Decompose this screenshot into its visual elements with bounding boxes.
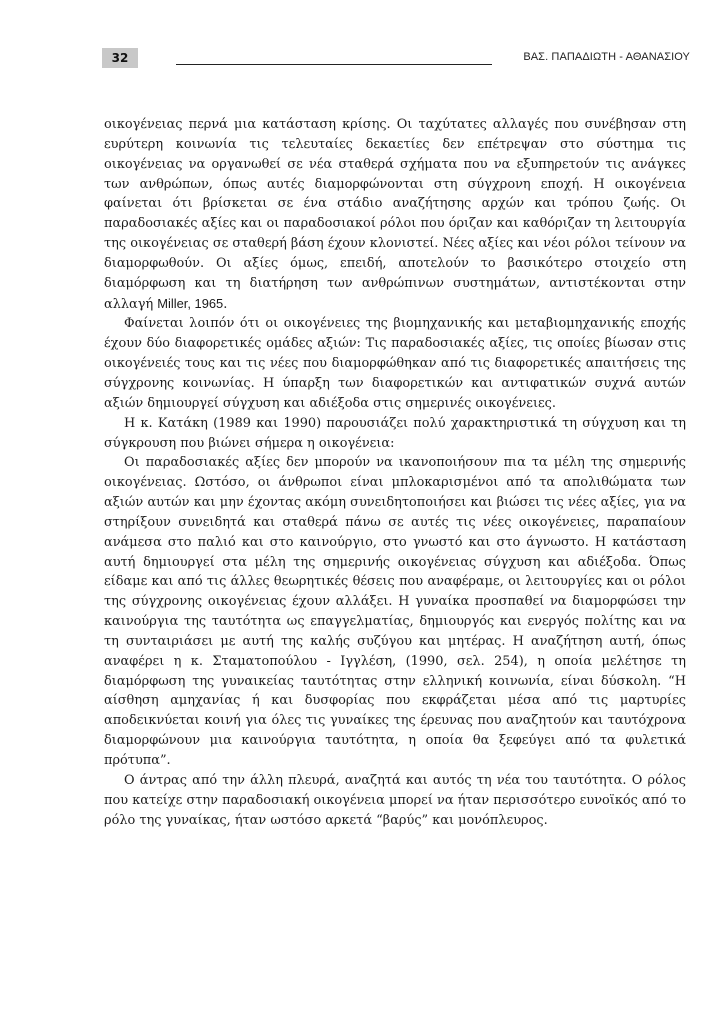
paragraph-2: Φαίνεται λοιπόν ότι οι οικογένειες της βιομηχανικής και μεταβιομηχανικής εποχής έχουν δύο διαφορετικές ομάδες αξιών: Τις παραδοσιακές αξίες, τις οποίες βίωσαν στις οικογένειές τους και τις νέες που διαμορφώθηκαν από τις διαφορετικές απαιτήσεις της σύγχρονης κοινωνίας. Η ύπαρξη των διαφορετικών και αντιφατικών συχνά αυτών αξιών δημιουργεί σύγχυση και αδιέξοδα στις σημερινές οικογένειες. bbox=[104, 316, 686, 411]
running-head: ΒΑΣ. ΠΑΠΑΔΙΩΤΗ - ΑΘΑΝΑΣΙΟΥ bbox=[523, 51, 690, 63]
paragraph-5: Ο άντρας από την άλλη πλευρά, αναζητά και αυτός τη νέα του ταυτότητα. Ο ρόλος που κατείχε στην παραδοσιακή οικογένεια μπορεί να ήταν περισσότερο ευνοϊκός από το ρόλο της γυναίκας, ήταν ωστόσο αρκετά “βαρύς” και μονόπλευρος. bbox=[104, 772, 686, 828]
paragraph-1-text: οικογένειας περνά μια κατάσταση κρίσης. Οι ταχύτατες αλλαγές που συνέβησαν στη ευρύτερη κοινωνία τις τελευταίες δεκαετίες δεν επέτρεψαν στο σύστημα τις οικογένειας να οργανωθεί σε νέα σταθερά σχήματα που να εξυπηρετούν τις ανάγκες των ανθρώπων, όπως αυτές διαμορφώνονται στη σύγχρονη εποχή. Η οικογένεια φαίνεται ότι βρίσκεται σε ένα στάδιο αναζήτησης αρχών και τρόπου ζωής. Οι παραδοσιακές αξίες και οι παραδοσιακοί ρόλοι που όριζαν και καθόριζαν τη λειτουργία της οικογένειας σε σταθερή βάση έχουν κλονιστεί. Νέες αξίες και νέοι ρόλοι τείνουν να διαμορφωθούν. Οι αξίες όμως, επειδή, αποτελούν το βασικότερο στοιχείο στη διαμόρφωση και τη διατήρηση των ανθρώπινων συστημάτων, αντιστέκονται στην αλλαγή bbox=[104, 117, 686, 312]
body-text bbox=[104, 115, 686, 830]
paragraph-1 bbox=[104, 115, 686, 314]
paragraph-3: Η κ. Κατάκη (1989 και 1990) παρουσιάζει πολύ χαρακτηριστικά τη σύγχυση και τη σύγκρουση που βιώνει σήμερα η οικογένεια: bbox=[104, 415, 686, 451]
page-number: 32 bbox=[102, 48, 138, 68]
citation: Miller, 1965 bbox=[157, 295, 224, 311]
header-rule bbox=[176, 64, 492, 65]
paragraph-4: Οι παραδοσιακές αξίες δεν μπορούν να ικανοποιήσουν πια τα μέλη της σημερινής οικογένειας. Ωστόσο, οι άνθρωποι είναι μπλοκαρισμένοι από τα απολιθώματα των αξιών αυτών και μην έχοντας ακόμη συνειδητοποιήσει και βιώσει τις νέες αξίες, για να στηρίξουν συνειδητά και σταθερά πάνω σε αυτές τις νέες οικογένειες, παραπαίουν ανάμεσα στο παλιό και στο καινούργιο, στο γνωστό και στο άγνωστο. Η κατάσταση αυτή δημιουργεί στα μέλη της σημερινής οικογένειας σύγχυση και αδιέξοδα. Όπως είδαμε και από τις άλλες θεωρητικές θέσεις που αναφέραμε, οι λειτουργίες και οι ρόλοι της σύγχρονης οικογένειας έχουν αλλάξει. Η γυναίκα προσπαθεί να διαμορφώσει την καινούργια της ταυτότητα ως επαγγελματίας, δημιουργός και ενεργός πολίτης και να τη συνταιριάσει με αυτή της καλής συζύγου και μητέρας. Η αναζήτηση αυτή, όπως αναφέρει η κ. Σταματοπούλου - Ιγγλέση, (1990, σελ. 254), η οποία μελέτησε τη διαμόρφωση της γυναικείας ταυτότητας στην ελληνική κοινωνία, είναι δύσκολη. “Η αίσθηση αμηχανίας ή και δυσφορίας που εκφράζεται μέσα από τις μαρτυρίες αποδεικνύεται κοινή για όλες τις γυναίκες της έρευνας που αναζητούν και ταυτόχρονα διαμορφώνουν μια καινούργια ταυτότητα, η οποία θα ξεφεύγει από τα φυλετικά πρότυπα”. bbox=[104, 455, 686, 768]
page-header bbox=[102, 48, 690, 70]
paragraph-1-tail: . bbox=[223, 296, 228, 312]
